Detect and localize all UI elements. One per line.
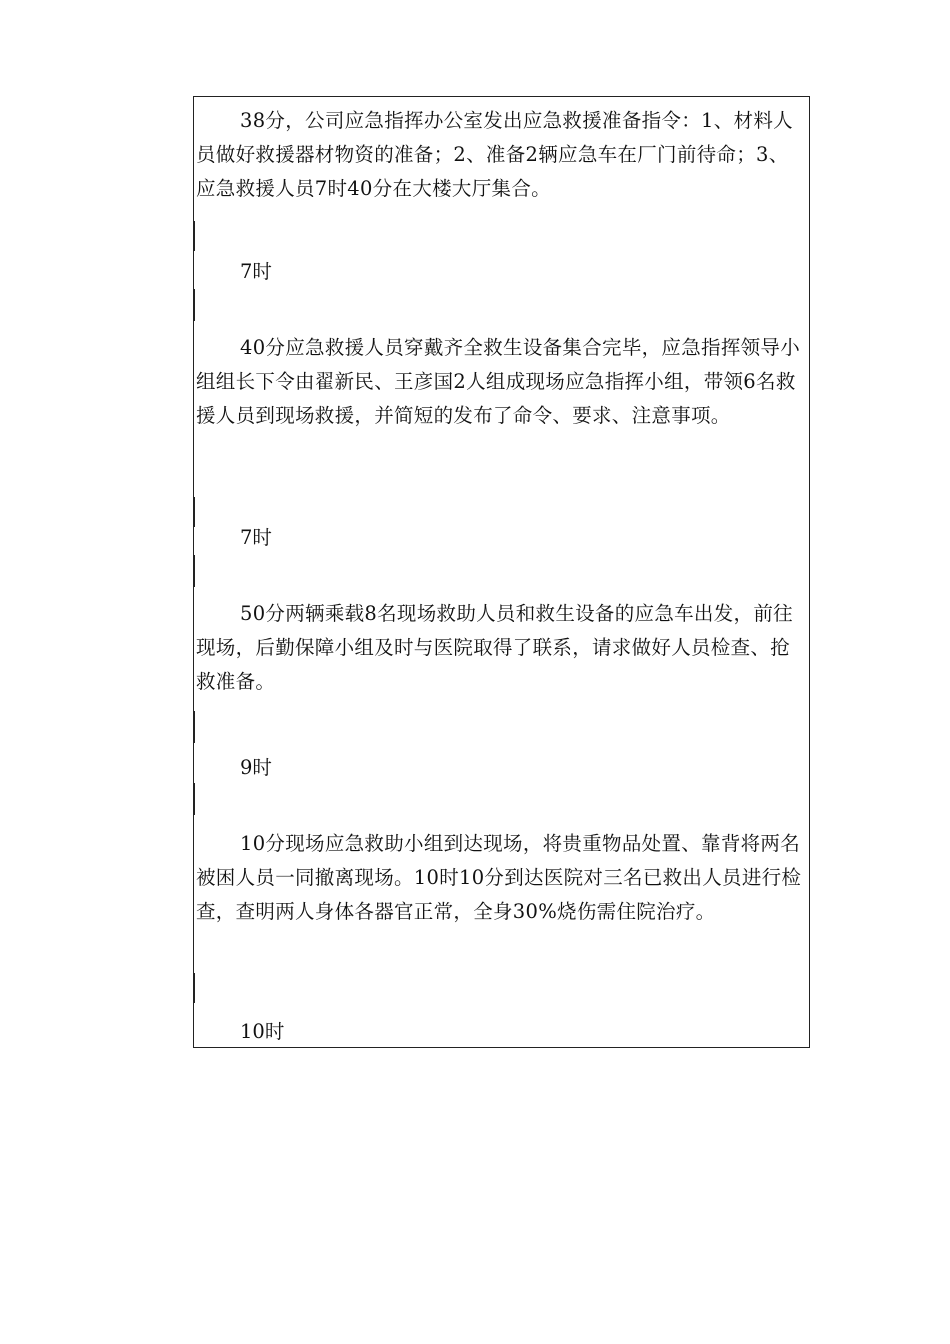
paragraph-0750: 50分两辆乘载8名现场救助人员和救生设备的应急车出发，前往现场，后勤保障小组及时与医院取得了联系，请求做好人员检查、抢救准备。 — [196, 602, 793, 693]
time-label-9: 9时 — [240, 756, 272, 779]
row-divider-mark — [193, 289, 195, 321]
paragraph-0910: 10分现场应急救助小组到达现场，将贵重物品处置、靠背将两名被困人员一同撤离现场。10时10分到达医院对三名已救出人员进行检查，查明两人身体各器官正常，全身30%烧伤需住院治疗。 — [196, 832, 802, 923]
row-divider-mark — [193, 711, 195, 743]
row-divider-mark — [193, 973, 195, 1003]
paragraph-0740: 40分应急救援人员穿戴齐全救生设备集合完毕，应急指挥领导小组组长下令由翟新民、王彦国2人组成现场应急指挥小组，带领6名救援人员到现场救援，并简短的发布了命令、要求、注意事项。 — [196, 336, 801, 427]
row-divider-mark — [193, 783, 195, 815]
document-frame — [193, 96, 810, 1048]
row-divider-mark — [193, 221, 195, 251]
row-divider-mark — [193, 555, 195, 587]
time-label-7-a: 7时 — [240, 260, 272, 283]
time-label-10: 10时 — [240, 1020, 285, 1043]
time-label-7-b: 7时 — [240, 526, 272, 549]
row-divider-mark — [193, 497, 195, 527]
paragraph-0838: 38分，公司应急指挥办公室发出应急救援准备指令：1、材料人员做好救援器材物资的准备；2、准备2辆应急车在厂门前待命；3、应急救援人员7时40分在大楼大厅集合。 — [196, 109, 793, 200]
